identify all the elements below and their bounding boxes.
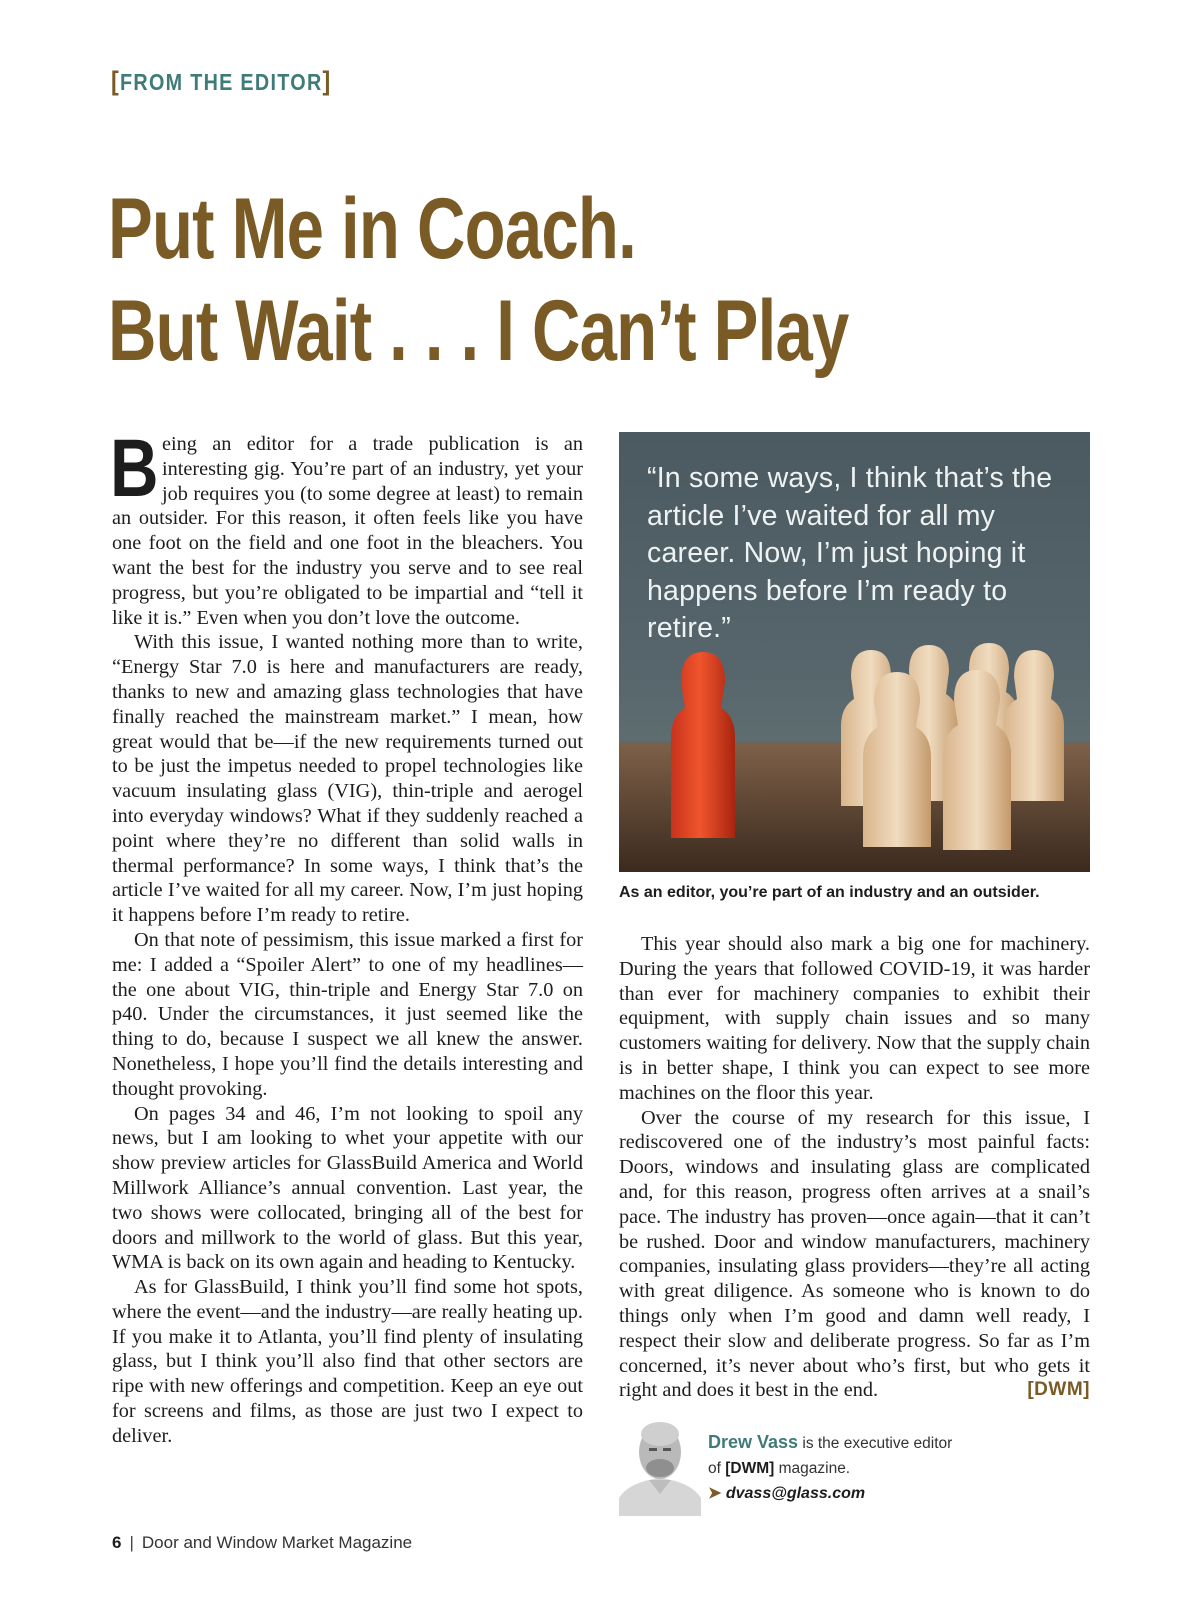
headline-line-2: But Wait . . . I Can’t Play — [108, 283, 849, 379]
author-email-link[interactable]: dvass@glass.com — [725, 1485, 866, 1502]
end-mark: [DWM] — [1027, 1379, 1090, 1401]
page-headline — [108, 178, 849, 382]
arrow-icon: ➤ — [708, 1485, 722, 1502]
publication-name: Door and Window Market Magazine — [141, 1533, 413, 1552]
author-box — [619, 1410, 1099, 1520]
section-kicker — [111, 66, 332, 97]
paragraph: On that note of pessimism, this issue marked a first for me: I added a “Spoiler Alert” to one of my headlines—the one about VIG, thin-triple and Energy Star 7.0 on p40. Under the circumstances, it just seemed like the thing to do, because I suspect we all knew the answer. Nonetheless, I hope you’ll find the details interesting and thought provoking. — [112, 928, 583, 1100]
pull-quote: “In some ways, I think that’s the article I’ve waited for all my career. Now, I’m just hoping it happens before I’m ready to retire.” — [647, 462, 1053, 644]
author-name: Drew Vass — [708, 1432, 799, 1452]
paragraph: As for GlassBuild, I think you’ll find some hot spots, where the event—and the industry—are really heating up. If you make it to Atlanta, you’ll find plenty of insulating glass, but I think you’ll also find that other sectors are ripe with new offerings and competition. Keep an eye out for screens and films, as those are just two I expect to deliver. — [112, 1276, 583, 1447]
drop-cap: B — [110, 423, 159, 514]
paragraph: With this issue, I wanted nothing more than to write, “Energy Star 7.0 is here and manufacturers are ready, thanks to new and amazing glass technologies that have finally reached the mainstream market.” I mean, how great would that be—if the new requirements turned out to be just the impetus needed to propel technologies like vacuum insulating glass (VIG), thin-triple and aerogel into everyday windows? What if they suddenly reached a point where they’re no different than solid walls in thermal performance? In some ways, I think that’s the article I’ve waited for all my career. Now, I’m just hoping it happens before I’m ready to retire. — [112, 631, 583, 927]
left-column — [110, 423, 583, 1449]
feature-photo — [619, 432, 1090, 872]
kicker-bracket-open: [ — [111, 66, 121, 96]
right-column — [619, 932, 1090, 1403]
footer-separator: | — [129, 1533, 134, 1552]
paragraph: On pages 34 and 46, I’m not looking to spoil any news, but I am looking to whet your appetite with our show preview articles for GlassBuild America and World Millwork Alliance’s annual convention. Last year, the two shows were collocated, bringing all of the best for doors and millwork to the world of glass. But this year, WMA is back on its own again and heading to Kentucky. — [112, 1102, 583, 1274]
kicker-label: FROM THE EDITOR — [120, 69, 323, 95]
headline-line-1: Put Me in Coach. — [108, 181, 636, 277]
paragraph-text: eing an editor for a trade publication is an interesting gig. You’re part of an industry, yet your job requires you (to some degree at least) to remain an outsider. For this reason, it often feels like you have one foot on the field and one foot in the bleachers. You want the best for the industry you serve and to see real progress, but you’re obligated to be impartial and “tell it like it is.” Even when you don’t love the outcome. — [112, 433, 583, 629]
paragraph-text: Over the course of my research for this issue, I rediscovered one of the industry’s most painful facts: Doors, windows and insulating glass are complicated and, for this reason, progress often arrives at a snail’s pace. The industry has proven—once again—that it can’t be rushed. Door and window manufacturers, machinery companies, insulating glass providers—they’re all acting with great diligence. As someone who is known to do things only when I’m good and damn well ready, I respect their slow and deliberate progress. So far as I’m concerned, it’s never about who’s first, but who gets it right and does it best in the end. — [619, 1106, 1090, 1402]
author-of: of — [708, 1460, 726, 1477]
page-number: 6 — [112, 1533, 122, 1552]
kicker-bracket-close: ] — [322, 66, 332, 96]
author-headshot — [619, 1410, 701, 1516]
red-figure — [671, 652, 735, 838]
author-bio — [708, 1430, 1088, 1506]
publication-tag: [DWM] — [725, 1460, 775, 1477]
paragraph — [110, 423, 583, 630]
paragraph — [619, 1106, 1090, 1404]
author-role: is the executive editor — [798, 1435, 953, 1452]
page-footer — [112, 1533, 412, 1553]
author-magazine: magazine. — [774, 1460, 851, 1477]
paragraph: This year should also mark a big one for machinery. During the years that followed COVID-19, it was harder than ever for machinery companies to exhibit their equipment, with supply chain issues and so many customers waiting for delivery. Now that the supply chain is in better shape, I think you can expect to see more machines on the floor this year. — [619, 933, 1090, 1104]
photo-caption: As an editor, you’re part of an industry and an outsider. — [619, 884, 1040, 901]
